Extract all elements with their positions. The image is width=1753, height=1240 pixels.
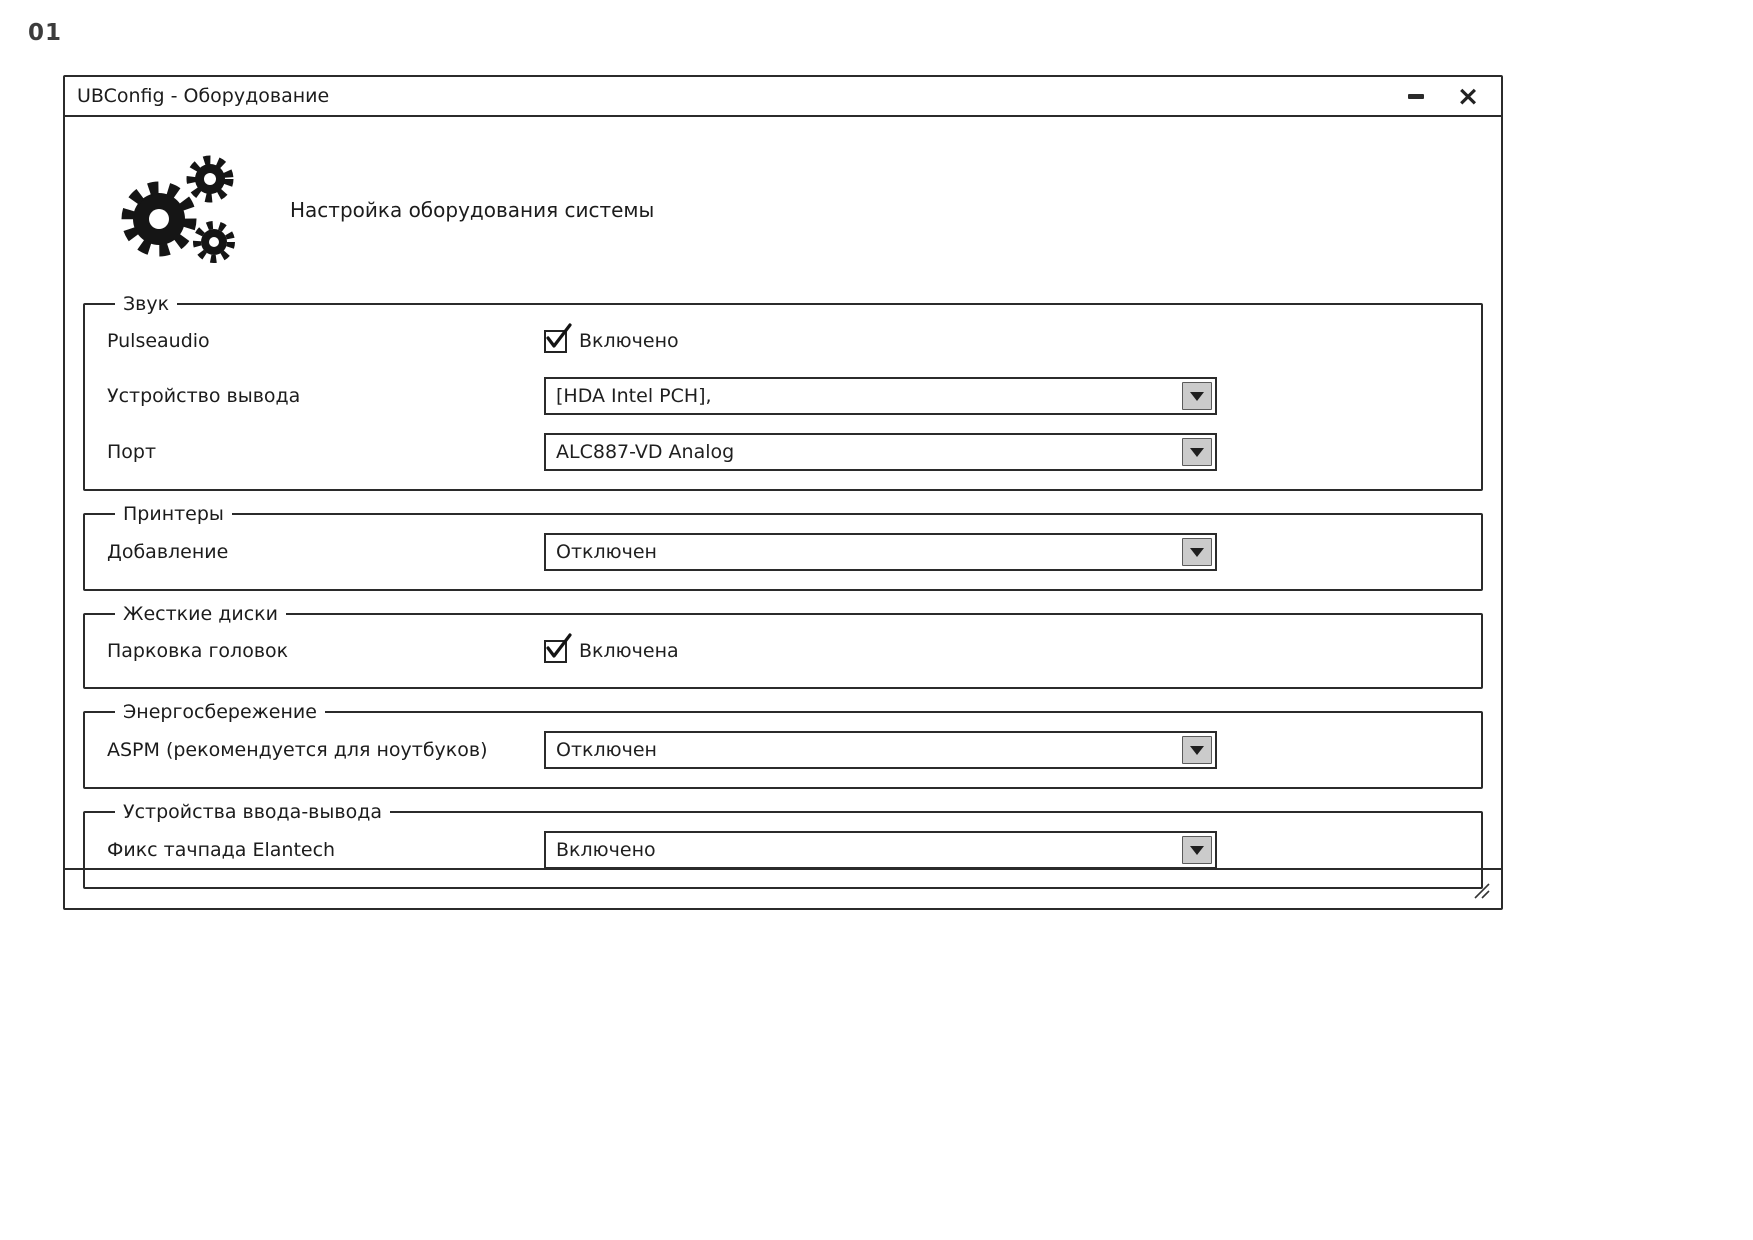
head-parking-checkbox[interactable]: [544, 640, 567, 663]
window-titlebar[interactable]: [65, 77, 1501, 117]
gears-icon: [113, 149, 245, 271]
elantech-fix-label: Фикс тачпада Elantech: [107, 839, 336, 861]
printer-add-combobox[interactable]: [544, 533, 1217, 571]
chevron-down-icon: [1190, 746, 1204, 755]
printer-add-value: Отключен: [556, 541, 657, 563]
minimize-button[interactable]: [1401, 81, 1431, 111]
minimize-icon: [1408, 94, 1424, 99]
form-row: [107, 633, 1481, 669]
aspm-value: Отключен: [556, 739, 657, 761]
group-power-saving-legend: Энергосбережение: [123, 701, 317, 723]
chevron-down-icon: [1190, 392, 1204, 401]
form-row: [107, 433, 1481, 471]
ubconfig-window: [63, 75, 1503, 910]
header-text: Настройка оборудования системы: [290, 198, 655, 222]
group-io-devices-legend: Устройства ввода-вывода: [123, 801, 382, 823]
resize-grip[interactable]: [1473, 882, 1491, 900]
header-banner: [83, 149, 1483, 271]
aspm-combobox[interactable]: [544, 731, 1217, 769]
window-title: UBConfig - Оборудование: [77, 85, 330, 107]
group-printers: [83, 503, 1483, 591]
printer-add-label: Добавление: [107, 541, 229, 563]
form-row: [107, 533, 1481, 571]
pulseaudio-checkbox[interactable]: [544, 330, 567, 353]
chevron-down-icon: [1190, 448, 1204, 457]
group-printers-legend: Принтеры: [123, 503, 224, 525]
close-button[interactable]: [1453, 81, 1483, 111]
group-power-saving: [83, 701, 1483, 789]
dropdown-arrow-button[interactable]: [1182, 836, 1212, 864]
chevron-down-icon: [1190, 548, 1204, 557]
dropdown-arrow-button[interactable]: [1182, 438, 1212, 466]
pulseaudio-label: Pulseaudio: [107, 330, 210, 352]
dropdown-arrow-button[interactable]: [1182, 382, 1212, 410]
group-hard-disks-legend: Жесткие диски: [123, 603, 278, 625]
window-content: [65, 149, 1501, 889]
check-icon: [544, 321, 574, 351]
chevron-down-icon: [1190, 846, 1204, 855]
check-icon: [544, 631, 574, 661]
form-row: [107, 831, 1481, 869]
port-value: ALC887-VD Analog: [556, 441, 735, 463]
group-sound: [83, 293, 1483, 491]
group-sound-legend: Звук: [123, 293, 170, 315]
form-row: [107, 731, 1481, 769]
output-device-combobox[interactable]: [544, 377, 1217, 415]
head-parking-label: Парковка головок: [107, 640, 289, 662]
pulseaudio-state-label: Включено: [579, 330, 679, 352]
elantech-fix-value: Включено: [556, 839, 656, 861]
aspm-label: ASPM (рекомендуется для ноутбуков): [107, 739, 488, 761]
form-row: [107, 377, 1481, 415]
dropdown-arrow-button[interactable]: [1182, 538, 1212, 566]
dropdown-arrow-button[interactable]: [1182, 736, 1212, 764]
group-hard-disks: [83, 603, 1483, 689]
head-parking-state-label: Включена: [579, 640, 679, 662]
output-device-value: [HDA Intel PCH],: [556, 385, 712, 407]
form-row: [107, 323, 1481, 359]
status-bar: [65, 868, 1501, 908]
page-number: 01: [28, 20, 63, 46]
elantech-fix-combobox[interactable]: [544, 831, 1217, 869]
port-combobox[interactable]: [544, 433, 1217, 471]
port-label: Порт: [107, 441, 157, 463]
output-device-label: Устройство вывода: [107, 385, 301, 407]
close-icon: ×: [1456, 80, 1480, 112]
